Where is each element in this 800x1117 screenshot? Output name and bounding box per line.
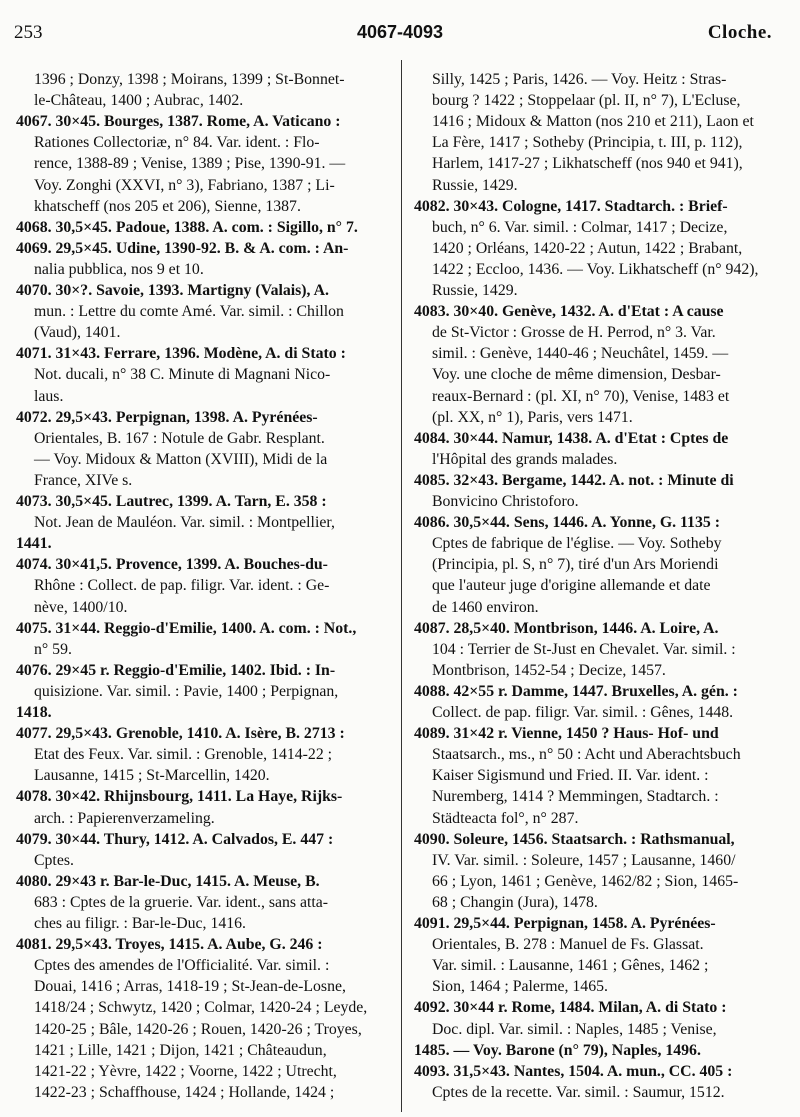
entry-line-start: 1441. <box>16 535 52 553</box>
entry-line: bourg ? 1422 ; Stoppelaar (pl. II, n° 7), L'Ecluse, <box>432 92 741 110</box>
entry-line: Russie, 1429. <box>432 282 518 299</box>
entry-line: 1422-23 ; Schaffhouse, 1424 ; Hollande, 1424 ; <box>34 1083 335 1101</box>
entry-line-start: 4083. 30×40. Genève, 1432. A. d'Etat : A cause <box>414 303 724 321</box>
entry-line: — Voy. Midoux & Matton (XVIII), Midi de la <box>34 450 328 468</box>
entry-line: Orientales, B. 167 : Notule de Gabr. Resplant. <box>34 429 325 447</box>
entry-line-start: 4074. 30×41,5. Provence, 1399. A. Bouches-du- <box>16 556 328 574</box>
page-number: 253 <box>14 22 43 43</box>
entry-line-start: 4078. 30×42. Rhijnsbourg, 1411. La Haye, Rijks- <box>16 788 343 806</box>
entry-line: 1418/24 ; Schwytz, 1420 ; Colmar, 1420-24 ; Leyde, <box>34 999 368 1017</box>
entry-line: 68 ; Changin (Jura), 1478. <box>432 893 598 911</box>
entry-line-start: 4069. 29,5×45. Udine, 1390-92. B. & A. com. : An- <box>16 239 349 257</box>
entry-line-start: 1418. <box>16 704 52 721</box>
entry-line: IV. Var. simil. : Soleure, 1457 ; Lausanne, 1460/ <box>432 851 736 869</box>
entry-line: Cptes des amendes de l'Officialité. Var. simil. : <box>34 957 330 975</box>
entry-line: Not. Jean de Mauléon. Var. simil. : Montpellier, <box>34 514 335 532</box>
entry-line: Voy. une cloche de même dimension, Desbar- <box>432 366 721 384</box>
entry-line: (pl. XX, n° 1), Paris, vers 1471. <box>432 408 633 426</box>
entry-line-start: 4079. 30×44. Thury, 1412. A. Calvados, E. 447 : <box>16 830 334 848</box>
entry-line: mun. : Lettre du comte Amé. Var. simil. : Chillon <box>34 303 344 321</box>
entry-line-start: 4089. 31×42 r. Vienne, 1450 ? Haus- Hof- und <box>414 725 719 743</box>
entry-line: Collect. de pap. filigr. Var. simil. : Gênes, 1448. <box>432 704 734 721</box>
entry-line: France, XIVe s. <box>34 471 133 489</box>
entry-line-start: 4084. 30×44. Namur, 1438. A. d'Etat : Cptes de <box>414 429 729 447</box>
entry-line: 1421 ; Lille, 1421 ; Dijon, 1421 ; Châteaudun, <box>34 1041 327 1059</box>
entry-line: Nuremberg, 1414 ? Memmingen, Stadtarch. : <box>432 788 719 806</box>
entry-line: Doc. dipl. Var. simil. : Naples, 1485 ; Venise, <box>432 1020 717 1038</box>
entry-line: Städteacta fol°, n° 287. <box>432 809 579 827</box>
entry-line-start: 4077. 29,5×43. Grenoble, 1410. A. Isère, B. 2713 : <box>16 725 345 743</box>
entry-line: Sion, 1464 ; Palerme, 1465. <box>432 978 608 996</box>
entry-line-start: 4085. 32×43. Bergame, 1442. A. not. : Minute di <box>414 471 734 489</box>
entry-line: 1421-22 ; Yèvre, 1422 ; Voorne, 1422 ; Utrecht, <box>34 1062 337 1080</box>
entry-line: simil. : Genève, 1440-46 ; Neuchâtel, 1459. — <box>432 345 729 363</box>
entry-line-start: 1485. — Voy. Barone (n° 79), Naples, 1496. <box>414 1041 701 1059</box>
entry-line: 66 ; Lyon, 1461 ; Genève, 1462/82 ; Sion, 1465- <box>432 872 739 890</box>
entry-line: reaux-Bernard : (pl. XI, n° 70), Venise, 1483 et <box>432 387 730 405</box>
entry-line-start: 4067. 30×45. Bourges, 1387. Rome, A. Vaticano : <box>16 113 341 131</box>
entry-line: 1420 ; Orléans, 1420-22 ; Autun, 1422 ; Brabant, <box>432 239 743 257</box>
entry-line: 683 : Cptes de la gruerie. Var. ident., sans atta- <box>34 893 329 911</box>
entry-line: nalia pubblica, nos 9 et 10. <box>34 260 204 278</box>
entry-line-start: 4086. 30,5×44. Sens, 1446. A. Yonne, G. 1135 : <box>414 514 720 532</box>
entry-line: 1422 ; Eccloo, 1436. — Voy. Likhatscheff (n° 942), <box>432 260 759 278</box>
entry-line: Cptes de la recette. Var. simil. : Saumur, 1512. <box>432 1083 725 1101</box>
entry-line-start: 4075. 31×44. Reggio-d'Emilie, 1400. A. com. : Not., <box>16 619 357 637</box>
entry-line: Harlem, 1417-27 ; Likhatscheff (nos 940 et 941), <box>432 155 743 173</box>
page-header <box>0 0 800 60</box>
entry-line: Bonvicino Christoforo. <box>432 493 579 510</box>
entry-line-start: 4071. 31×43. Ferrare, 1396. Modène, A. di Stato : <box>16 345 346 363</box>
entry-line: laus. <box>34 387 64 405</box>
entry-line: La Fère, 1417 ; Sotheby (Principia, t. III, p. 112), <box>432 134 743 152</box>
entry-line: Rhône : Collect. de pap. filigr. Var. ident. : Ge- <box>34 577 330 595</box>
entry-line-start: 4087. 28,5×40. Montbrison, 1446. A. Loire, A. <box>414 619 719 637</box>
entry-line: Russie, 1429. <box>432 176 518 194</box>
entry-line: Not. ducali, n° 38 C. Minute di Magnani Nico- <box>34 366 331 384</box>
entry-line: arch. : Papierenverzameling. <box>34 809 215 827</box>
entry-line-start: 4068. 30,5×45. Padoue, 1388. A. com. : Sigillo, n° 7. <box>16 218 358 236</box>
right-column <box>412 70 788 1110</box>
entry-line: le-Château, 1400 ; Aubrac, 1402. <box>34 92 244 110</box>
entry-range: 4067-4093 <box>356 22 444 42</box>
entry-line-start: 4090. Soleure, 1456. Staatsarch. : Rathsmanual, <box>414 830 735 848</box>
entry-line: Rationes Collectoriæ, n° 84. Var. ident. : Flo- <box>34 134 320 152</box>
entry-line-start: 4070. 30×?. Savoie, 1393. Martigny (Valais), A. <box>16 282 329 299</box>
entry-line: Orientales, B. 278 : Manuel de Fs. Glassat. <box>432 936 704 954</box>
entry-line: Cptes. <box>34 851 74 869</box>
entry-line: Montbrison, 1452-54 ; Decize, 1457. <box>432 661 666 679</box>
entry-line: Kaiser Sigismund und Fried. II. Var. ident. : <box>432 767 709 785</box>
entry-line: quisizione. Var. simil. : Pavie, 1400 ; Perpignan, <box>34 682 339 700</box>
entry-line-start: 4076. 29×45 r. Reggio-d'Emilie, 1402. Ibid. : In- <box>16 661 336 679</box>
entry-line: Etat des Feux. Var. simil. : Grenoble, 1414-22 ; <box>34 746 333 764</box>
entry-line: n° 59. <box>34 640 72 658</box>
entry-line-start: 4080. 29×43 r. Bar-le-Duc, 1415. A. Meuse, B. <box>16 872 320 890</box>
entry-line: 1416 ; Midoux & Matton (nos 210 et 211), Laon et <box>432 113 754 131</box>
entry-line: ches au filigr. : Bar-le-Duc, 1416. <box>34 915 247 932</box>
entry-line: Var. simil. : Lausanne, 1461 ; Gênes, 1462 ; <box>432 957 709 975</box>
section-title: Cloche. <box>707 22 772 43</box>
entry-line: l'Hôpital des grands malades. <box>432 450 618 468</box>
entry-line: rence, 1388-89 ; Venise, 1389 ; Pise, 1390-91. — <box>34 155 346 173</box>
entry-line-start: 4072. 29,5×43. Perpignan, 1398. A. Pyrénées- <box>16 408 318 426</box>
entry-line: buch, n° 6. Var. simil. : Colmar, 1417 ; Decize, <box>432 218 728 236</box>
entry-line: de St-Victor : Grosse de H. Perrod, n° 3. Var. <box>432 324 716 342</box>
entry-line: 104 : Terrier de St-Just en Chevalet. Var. simil. : <box>432 640 736 658</box>
entry-line: nève, 1400/10. <box>34 598 128 616</box>
entry-line: Douai, 1416 ; Arras, 1418-19 ; St-Jean-de-Losne, <box>34 978 346 996</box>
entry-line: Cptes de fabrique de l'église. — Voy. Sotheby <box>432 535 722 553</box>
entry-line-start: 4091. 29,5×44. Perpignan, 1458. A. Pyrénées- <box>414 915 716 932</box>
entry-line: 1396 ; Donzy, 1398 ; Moirans, 1399 ; St-Bonnet- <box>34 71 345 88</box>
entry-line: 1420-25 ; Bâle, 1420-26 ; Rouen, 1420-26 ; Troyes, <box>34 1020 362 1038</box>
entry-line: Silly, 1425 ; Paris, 1426. — Voy. Heitz : Stras- <box>432 71 727 88</box>
entry-line-start: 4081. 29,5×43. Troyes, 1415. A. Aube, G. 246 : <box>16 936 323 954</box>
entry-line: (Vaud), 1401. <box>34 324 121 342</box>
column-divider <box>401 60 402 1112</box>
entry-line-start: 4093. 31,5×43. Nantes, 1504. A. mun., CC. 405 : <box>414 1062 733 1080</box>
entry-line: khatscheff (nos 205 et 206), Sienne, 1387. <box>34 197 301 215</box>
entry-line-start: 4092. 30×44 r. Rome, 1484. Milan, A. di Stato : <box>414 999 727 1017</box>
entry-line: Voy. Zonghi (XXVI, n° 3), Fabriano, 1387 ; Li- <box>34 176 335 194</box>
entry-line: Lausanne, 1415 ; St-Marcellin, 1420. <box>34 767 270 785</box>
entry-line: de 1460 environ. <box>432 598 539 616</box>
entry-line-start: 4082. 30×43. Cologne, 1417. Stadtarch. : Brief- <box>414 197 728 215</box>
entry-line: que l'auteur juge d'origine allemande et date <box>432 577 711 595</box>
entry-line: (Principia, pl. S, n° 7), tiré d'un Ars Moriendi <box>432 556 719 574</box>
entry-line: Staatsarch., ms., n° 50 : Acht und Aberachtsbuch <box>432 746 741 764</box>
left-column <box>0 70 395 1110</box>
entry-line-start: 4073. 30,5×45. Lautrec, 1399. A. Tarn, E. 358 : <box>16 493 327 510</box>
entry-line-start: 4088. 42×55 r. Damme, 1447. Bruxelles, A. gén. : <box>414 682 738 700</box>
